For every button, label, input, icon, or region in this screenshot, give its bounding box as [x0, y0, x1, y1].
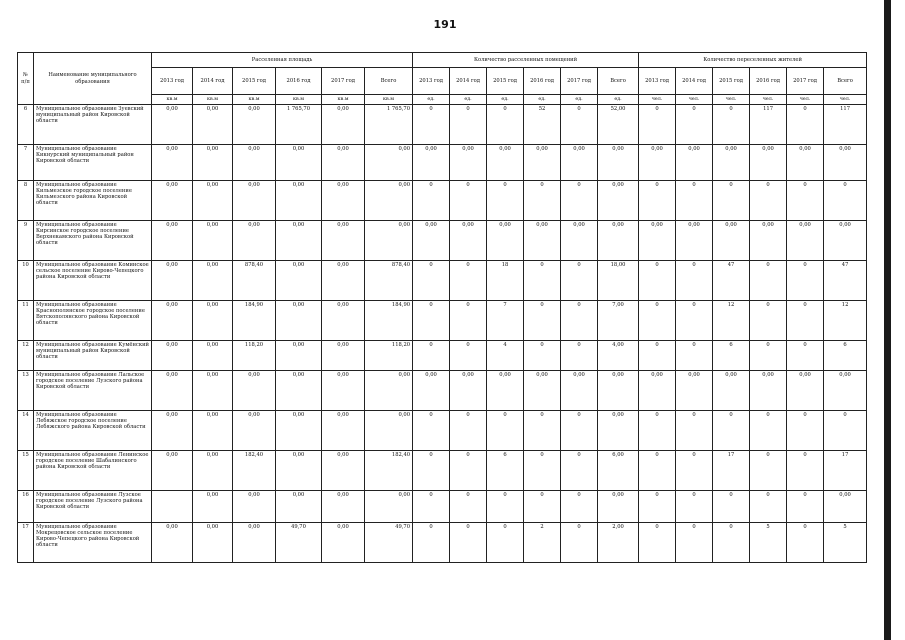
- area-value-cell: 0,00: [322, 145, 365, 181]
- area-value-cell: 0,00: [322, 411, 365, 451]
- area-year-header: 2015 год: [233, 68, 276, 95]
- table-row: [18, 451, 867, 491]
- area-unit-header: кв.м: [322, 95, 365, 105]
- rooms-value-cell: 0: [524, 301, 561, 341]
- rooms-value-cell: 0,00: [487, 145, 524, 181]
- rooms-value-cell: 0,00: [524, 371, 561, 411]
- resettlement-table: [17, 52, 867, 563]
- area-value-cell: 0,00: [233, 411, 276, 451]
- page-number: 191: [433, 18, 457, 31]
- people-value-cell: 0: [713, 411, 750, 451]
- area-value-cell: 0,00: [193, 341, 233, 371]
- people-value-cell: 5: [750, 523, 787, 563]
- people-value-cell: 0: [824, 411, 867, 451]
- area-value-cell: 878,40: [233, 261, 276, 301]
- area-value-cell: [152, 491, 193, 523]
- area-value-cell: 49,70: [365, 523, 413, 563]
- rooms-value-cell: 0: [450, 491, 487, 523]
- people-value-cell: 0,00: [787, 221, 824, 261]
- rooms-value-cell: 0: [450, 451, 487, 491]
- rooms-value-cell: 0: [561, 341, 598, 371]
- area-value-cell: 0,00: [322, 181, 365, 221]
- area-value-cell: 182,40: [233, 451, 276, 491]
- people-value-cell: 0: [787, 411, 824, 451]
- people-year-header: 2015 год: [713, 68, 750, 95]
- people-value-cell: 0: [713, 523, 750, 563]
- people-value-cell: 0: [787, 181, 824, 221]
- people-value-cell: 0,00: [824, 371, 867, 411]
- people-value-cell: 0: [639, 451, 676, 491]
- people-value-cell: 0,00: [787, 371, 824, 411]
- municipality-name: Муниципальное образование Зуевский муниципальный район Кировской области: [34, 105, 152, 145]
- row-number: 15: [18, 451, 34, 491]
- people-value-cell: 0: [639, 491, 676, 523]
- people-value-cell: 0,00: [676, 371, 713, 411]
- area-value-cell: 0,00: [322, 301, 365, 341]
- area-value-cell: 0,00: [193, 523, 233, 563]
- rooms-value-cell: 0: [450, 261, 487, 301]
- people-value-cell: 0: [639, 261, 676, 301]
- area-value-cell: 0,00: [193, 451, 233, 491]
- area-value-cell: 1 765,70: [276, 105, 322, 145]
- area-value-cell: 0,00: [276, 301, 322, 341]
- rooms-value-cell: 0: [524, 411, 561, 451]
- people-value-cell: 0: [676, 491, 713, 523]
- area-value-cell: 0,00: [365, 411, 413, 451]
- area-value-cell: 0,00: [193, 261, 233, 301]
- municipality-name: Муниципальное образование Ленинское городское поселение Шабалинского района Кировской области: [34, 451, 152, 491]
- people-value-cell: 0: [676, 523, 713, 563]
- table-row: [18, 411, 867, 451]
- rooms-value-cell: 4,00: [598, 341, 639, 371]
- rooms-value-cell: 0: [450, 181, 487, 221]
- rooms-value-cell: 0: [487, 181, 524, 221]
- people-value-cell: 0: [639, 301, 676, 341]
- rooms-value-cell: 0: [524, 181, 561, 221]
- people-year-header: 2013 год: [639, 68, 676, 95]
- rooms-value-cell: 0,00: [598, 411, 639, 451]
- people-value-cell: 6: [824, 341, 867, 371]
- municipality-name: Муниципальное образование Лальское городское поселение Лузского района Кировской области: [34, 371, 152, 411]
- area-value-cell: 0,00: [193, 221, 233, 261]
- area-year-header: 2013 год: [152, 68, 193, 95]
- rooms-value-cell: 0: [561, 301, 598, 341]
- rooms-value-cell: 0: [524, 261, 561, 301]
- rooms-value-cell: 0,00: [598, 181, 639, 221]
- row-number: 14: [18, 411, 34, 451]
- table-row: [18, 371, 867, 411]
- group-rooms-header: Количество расселенных помещений: [413, 53, 639, 68]
- people-value-cell: 0: [639, 523, 676, 563]
- area-value-cell: 0,00: [276, 491, 322, 523]
- rooms-unit-header: ед.: [450, 95, 487, 105]
- people-value-cell: 0,00: [713, 145, 750, 181]
- area-value-cell: 184,90: [233, 301, 276, 341]
- area-value-cell: 0,00: [276, 145, 322, 181]
- rooms-value-cell: 7: [487, 301, 524, 341]
- table-row: [18, 105, 867, 145]
- rooms-unit-header: ед.: [413, 95, 450, 105]
- people-value-cell: 17: [824, 451, 867, 491]
- area-value-cell: 1 765,70: [365, 105, 413, 145]
- rooms-value-cell: 0: [413, 341, 450, 371]
- rooms-year-header: 2013 год: [413, 68, 450, 95]
- area-value-cell: 184,90: [365, 301, 413, 341]
- rooms-value-cell: 0,00: [561, 145, 598, 181]
- rooms-value-cell: 7,00: [598, 301, 639, 341]
- area-value-cell: 0,00: [276, 221, 322, 261]
- area-value-cell: 0,00: [322, 451, 365, 491]
- rooms-value-cell: 0: [413, 301, 450, 341]
- rooms-year-header: 2014 год: [450, 68, 487, 95]
- people-value-cell: 0: [676, 341, 713, 371]
- rooms-value-cell: 0: [413, 451, 450, 491]
- people-value-cell: 0,00: [676, 145, 713, 181]
- people-year-header: 2017 год: [787, 68, 824, 95]
- people-value-cell: 0: [787, 105, 824, 145]
- area-unit-header: кв.м: [233, 95, 276, 105]
- rooms-value-cell: 0: [450, 341, 487, 371]
- municipality-name: Муниципальное образование Лебяжское городское поселение Лебяжского района Кировской области: [34, 411, 152, 451]
- rooms-year-header: Всего: [598, 68, 639, 95]
- rooms-value-cell: 0: [413, 411, 450, 451]
- rooms-value-cell: 0: [561, 491, 598, 523]
- row-number: 7: [18, 145, 34, 181]
- rooms-value-cell: 52,00: [598, 105, 639, 145]
- area-year-header: 2014 год: [193, 68, 233, 95]
- rooms-value-cell: 0: [561, 523, 598, 563]
- people-value-cell: 12: [713, 301, 750, 341]
- people-value-cell: 0,00: [639, 221, 676, 261]
- rooms-value-cell: 0: [487, 411, 524, 451]
- rooms-value-cell: 0: [487, 491, 524, 523]
- table-row: [18, 341, 867, 371]
- people-value-cell: 0: [713, 105, 750, 145]
- area-year-header: 2016 год: [276, 68, 322, 95]
- rooms-value-cell: 0: [413, 105, 450, 145]
- rooms-value-cell: 0,00: [413, 371, 450, 411]
- municipality-name: Муниципальное образование Кирсинское городское поселение Верхнекамского района Кировской области: [34, 221, 152, 261]
- rooms-value-cell: 0,00: [487, 221, 524, 261]
- rooms-value-cell: 0: [561, 451, 598, 491]
- group-area-header: Расселенная площадь: [152, 53, 413, 68]
- row-number: 8: [18, 181, 34, 221]
- rooms-value-cell: 0: [561, 181, 598, 221]
- rooms-value-cell: 4: [487, 341, 524, 371]
- rooms-value-cell: 0,00: [524, 145, 561, 181]
- area-unit-header: кв.м: [152, 95, 193, 105]
- people-value-cell: 0: [676, 301, 713, 341]
- area-unit-header: кв.м: [365, 95, 413, 105]
- rooms-unit-header: ед.: [487, 95, 524, 105]
- table-row: [18, 301, 867, 341]
- row-number: 11: [18, 301, 34, 341]
- row-number: 9: [18, 221, 34, 261]
- rooms-value-cell: 6,00: [598, 451, 639, 491]
- area-value-cell: 0,00: [193, 491, 233, 523]
- area-value-cell: 118,20: [233, 341, 276, 371]
- people-value-cell: 0: [750, 261, 787, 301]
- rooms-value-cell: 0: [561, 105, 598, 145]
- rooms-value-cell: 6: [487, 451, 524, 491]
- area-value-cell: 0,00: [365, 491, 413, 523]
- area-value-cell: 0,00: [322, 105, 365, 145]
- rooms-value-cell: 0,00: [598, 221, 639, 261]
- rooms-value-cell: 0,00: [413, 221, 450, 261]
- people-value-cell: 47: [713, 261, 750, 301]
- area-value-cell: 118,20: [365, 341, 413, 371]
- page-edge-bar: [884, 0, 891, 640]
- rooms-value-cell: 0: [524, 341, 561, 371]
- rooms-value-cell: 0: [487, 523, 524, 563]
- people-value-cell: 0,00: [713, 371, 750, 411]
- area-value-cell: 0,00: [193, 145, 233, 181]
- row-number: 13: [18, 371, 34, 411]
- people-value-cell: 117: [750, 105, 787, 145]
- people-value-cell: 0,00: [750, 371, 787, 411]
- area-value-cell: 878,40: [365, 261, 413, 301]
- people-year-header: Всего: [824, 68, 867, 95]
- area-value-cell: 0,00: [322, 523, 365, 563]
- area-value-cell: 0,00: [365, 221, 413, 261]
- rooms-value-cell: 0: [524, 491, 561, 523]
- rooms-value-cell: 0,00: [561, 371, 598, 411]
- group-people-header: Количество переселенных жителей: [639, 53, 867, 68]
- people-value-cell: 0: [824, 181, 867, 221]
- area-unit-header: кв.м: [276, 95, 322, 105]
- people-value-cell: 0: [713, 491, 750, 523]
- col-num-header: № п/п: [18, 53, 34, 105]
- area-value-cell: 0,00: [233, 181, 276, 221]
- area-value-cell: 0,00: [276, 411, 322, 451]
- rooms-year-header: 2015 год: [487, 68, 524, 95]
- people-value-cell: 0: [676, 181, 713, 221]
- people-value-cell: 5: [824, 523, 867, 563]
- area-value-cell: 0,00: [152, 371, 193, 411]
- municipality-name: Муниципальное образование Кикнурский муниципальный район Кировской области: [34, 145, 152, 181]
- people-value-cell: 0: [750, 451, 787, 491]
- rooms-value-cell: 0: [561, 261, 598, 301]
- municipality-name: Муниципальное образование Кумёнский муниципальный район Кировской области: [34, 341, 152, 371]
- rooms-value-cell: 0: [413, 261, 450, 301]
- row-number: 17: [18, 523, 34, 563]
- people-value-cell: 0: [713, 181, 750, 221]
- people-value-cell: 0: [750, 491, 787, 523]
- people-value-cell: 0,00: [824, 145, 867, 181]
- area-value-cell: 0,00: [233, 371, 276, 411]
- people-value-cell: 0,00: [750, 221, 787, 261]
- area-value-cell: 0,00: [322, 491, 365, 523]
- rooms-value-cell: 0: [524, 451, 561, 491]
- people-value-cell: 6: [713, 341, 750, 371]
- rooms-value-cell: 0,00: [598, 491, 639, 523]
- area-value-cell: 0,00: [322, 371, 365, 411]
- rooms-value-cell: 0,00: [450, 221, 487, 261]
- area-value-cell: 0,00: [365, 181, 413, 221]
- area-value-cell: 0,00: [152, 261, 193, 301]
- rooms-year-header: 2017 год: [561, 68, 598, 95]
- rooms-value-cell: 2: [524, 523, 561, 563]
- area-value-cell: 0,00: [193, 105, 233, 145]
- people-value-cell: 0,00: [676, 221, 713, 261]
- people-unit-header: чел.: [750, 95, 787, 105]
- people-value-cell: 0,00: [787, 145, 824, 181]
- rooms-value-cell: 0: [413, 181, 450, 221]
- people-value-cell: 0,00: [750, 145, 787, 181]
- table-row: [18, 261, 867, 301]
- area-value-cell: 0,00: [152, 341, 193, 371]
- people-value-cell: 0: [787, 523, 824, 563]
- people-value-cell: 0: [750, 301, 787, 341]
- rooms-value-cell: 0,00: [450, 371, 487, 411]
- rooms-value-cell: 0: [413, 491, 450, 523]
- area-value-cell: 0,00: [152, 411, 193, 451]
- area-value-cell: 0,00: [193, 371, 233, 411]
- table-row: [18, 491, 867, 523]
- row-number: 6: [18, 105, 34, 145]
- people-unit-header: чел.: [824, 95, 867, 105]
- area-value-cell: 0,00: [365, 145, 413, 181]
- people-value-cell: 0: [676, 261, 713, 301]
- municipality-name: Муниципальное образование Лузское городское поселение Лузского района Кировской области: [34, 491, 152, 523]
- area-value-cell: 0,00: [276, 451, 322, 491]
- area-value-cell: 0,00: [322, 221, 365, 261]
- rooms-value-cell: 0,00: [524, 221, 561, 261]
- municipality-name: Муниципальное образование Мокрецовское сельское поселение Кирово-Чепецкого района Кировской области: [34, 523, 152, 563]
- people-value-cell: 17: [713, 451, 750, 491]
- col-name-header: Наименование муниципального образования: [34, 53, 152, 105]
- area-value-cell: 0,00: [152, 451, 193, 491]
- rooms-unit-header: ед.: [524, 95, 561, 105]
- area-value-cell: 0,00: [276, 261, 322, 301]
- people-value-cell: 0: [639, 411, 676, 451]
- area-value-cell: 0,00: [233, 105, 276, 145]
- rooms-value-cell: 18: [487, 261, 524, 301]
- people-value-cell: 0,00: [713, 221, 750, 261]
- people-value-cell: 0,00: [639, 371, 676, 411]
- area-value-cell: 0,00: [193, 181, 233, 221]
- table-body: [18, 105, 867, 563]
- people-value-cell: 0: [639, 105, 676, 145]
- area-value-cell: 0,00: [322, 341, 365, 371]
- rooms-value-cell: 0,00: [413, 145, 450, 181]
- people-value-cell: 0: [787, 491, 824, 523]
- area-value-cell: 49,70: [276, 523, 322, 563]
- people-value-cell: 0: [750, 411, 787, 451]
- area-value-cell: 0,00: [276, 181, 322, 221]
- area-value-cell: 0,00: [152, 221, 193, 261]
- people-value-cell: 0: [676, 411, 713, 451]
- people-unit-header: чел.: [713, 95, 750, 105]
- people-value-cell: 0: [787, 451, 824, 491]
- area-value-cell: 0,00: [152, 145, 193, 181]
- rooms-value-cell: 52: [524, 105, 561, 145]
- area-value-cell: 0,00: [193, 411, 233, 451]
- people-value-cell: 0,00: [824, 491, 867, 523]
- people-value-cell: 0: [787, 261, 824, 301]
- area-value-cell: 0,00: [233, 523, 276, 563]
- area-value-cell: 0,00: [152, 523, 193, 563]
- people-unit-header: чел.: [676, 95, 713, 105]
- row-number: 12: [18, 341, 34, 371]
- rooms-value-cell: 0: [450, 301, 487, 341]
- header-row-groups: [18, 53, 867, 68]
- municipality-name: Муниципальное образование Кильмезское городское поселение Кильмезского района Кировской области: [34, 181, 152, 221]
- people-value-cell: 117: [824, 105, 867, 145]
- municipality-name: Муниципальное образование Коминское сельское поселение Кирово-Чепецкого района Кировской области: [34, 261, 152, 301]
- area-value-cell: 0,00: [193, 301, 233, 341]
- people-year-header: 2014 год: [676, 68, 713, 95]
- people-value-cell: 0: [639, 341, 676, 371]
- area-value-cell: 0,00: [152, 301, 193, 341]
- rooms-value-cell: 0: [450, 105, 487, 145]
- people-unit-header: чел.: [787, 95, 824, 105]
- table-row: [18, 221, 867, 261]
- people-value-cell: 0: [750, 181, 787, 221]
- people-value-cell: 0: [750, 341, 787, 371]
- rooms-value-cell: 0,00: [598, 145, 639, 181]
- area-value-cell: 0,00: [233, 145, 276, 181]
- people-value-cell: 0: [676, 451, 713, 491]
- municipality-name: Муниципальное образование Краснополянское городское поселение Вятскополянского района Кировской области: [34, 301, 152, 341]
- people-value-cell: 0: [676, 105, 713, 145]
- people-value-cell: 0,00: [824, 221, 867, 261]
- rooms-unit-header: ед.: [561, 95, 598, 105]
- rooms-year-header: 2016 год: [524, 68, 561, 95]
- area-value-cell: 0,00: [276, 371, 322, 411]
- people-value-cell: 12: [824, 301, 867, 341]
- people-value-cell: 0: [787, 341, 824, 371]
- people-value-cell: 0,00: [639, 145, 676, 181]
- rooms-value-cell: 0,00: [450, 145, 487, 181]
- row-number: 10: [18, 261, 34, 301]
- table-row: [18, 145, 867, 181]
- area-value-cell: 0,00: [152, 105, 193, 145]
- table-row: [18, 523, 867, 563]
- people-value-cell: 47: [824, 261, 867, 301]
- rooms-value-cell: 0: [487, 105, 524, 145]
- rooms-value-cell: 0,00: [487, 371, 524, 411]
- area-value-cell: 0,00: [276, 341, 322, 371]
- people-value-cell: 0: [639, 181, 676, 221]
- area-value-cell: 0,00: [233, 221, 276, 261]
- rooms-value-cell: 0: [450, 411, 487, 451]
- area-value-cell: 0,00: [152, 181, 193, 221]
- area-value-cell: 0,00: [365, 371, 413, 411]
- rooms-value-cell: 2,00: [598, 523, 639, 563]
- rooms-value-cell: 18,00: [598, 261, 639, 301]
- row-number: 16: [18, 491, 34, 523]
- rooms-value-cell: 0: [413, 523, 450, 563]
- rooms-unit-header: ед.: [598, 95, 639, 105]
- people-value-cell: 0: [787, 301, 824, 341]
- people-year-header: 2016 год: [750, 68, 787, 95]
- area-unit-header: кв.м: [193, 95, 233, 105]
- area-value-cell: 182,40: [365, 451, 413, 491]
- area-year-header: 2017 год: [322, 68, 365, 95]
- area-value-cell: 0,00: [322, 261, 365, 301]
- area-value-cell: 0,00: [233, 491, 276, 523]
- table-row: [18, 181, 867, 221]
- rooms-value-cell: 0: [450, 523, 487, 563]
- people-unit-header: чел.: [639, 95, 676, 105]
- rooms-value-cell: 0: [561, 411, 598, 451]
- rooms-value-cell: 0,00: [561, 221, 598, 261]
- area-year-header: Всего: [365, 68, 413, 95]
- rooms-value-cell: 0,00: [598, 371, 639, 411]
